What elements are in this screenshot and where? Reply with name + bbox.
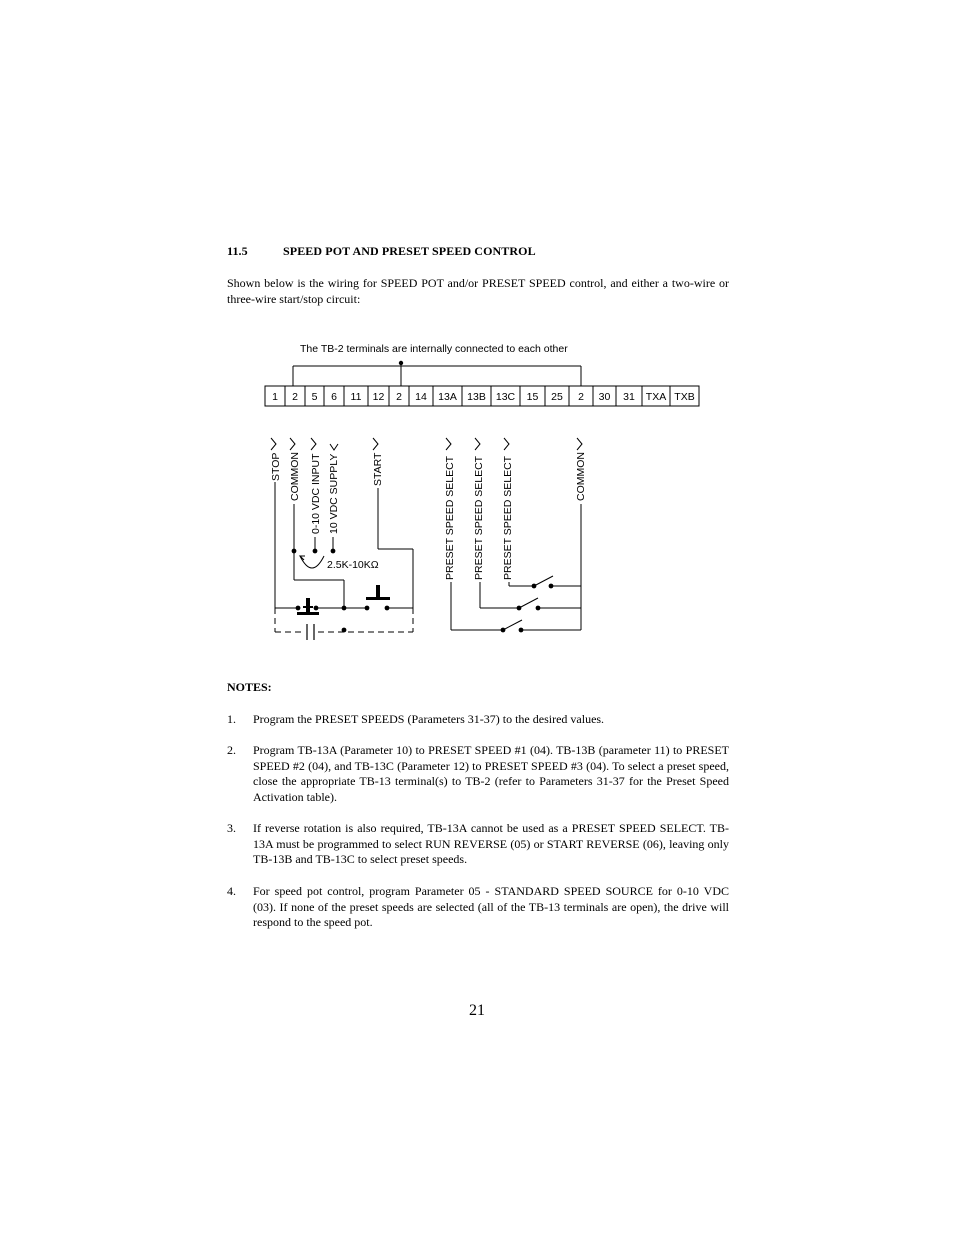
note-2	[227, 743, 729, 805]
note-4-text: For speed pot control, program Parameter 05 - STANDARD SPEED SOURCE for 0-10 VDC (03). If none of the preset speeds are selected (all of the TB-13 terminals are open), the drive will respond to the speed pot.	[253, 884, 729, 929]
note-2-text: Program TB-13A (Parameter 10) to PRESET SPEED #1 (04). TB-13B (parameter 11) to PRESET SPEED #2 (04), and TB-13C (Parameter 12) to PRESET SPEED #3 (04). To select a preset speed, close the appropriate TB-13 terminal(s) to TB-2 (refer to Parameters 31-37 for the Preset Speed Activation table).	[253, 743, 729, 804]
terminal-strip	[265, 386, 699, 406]
section-number: 11.5	[227, 244, 248, 258]
section-title: SPEED POT AND PRESET SPEED CONTROL	[283, 244, 536, 258]
notes-title: NOTES:	[227, 680, 272, 694]
potentiometer	[300, 556, 324, 568]
terminal-label: 13C	[495, 391, 516, 403]
terminal-label: 13B	[467, 391, 486, 403]
terminal-label: 25	[551, 391, 563, 403]
terminal-label: 13A	[438, 391, 457, 403]
terminal-label: 15	[526, 391, 539, 403]
wire-label-stop: STOP	[270, 452, 282, 481]
wire-label-preset-3: PRESET SPEED SELECT	[502, 455, 514, 580]
start-pushbutton	[366, 585, 390, 600]
wire-arrowheads	[271, 438, 582, 450]
terminal-label: 5	[311, 391, 318, 403]
terminal-label: TXA	[645, 391, 667, 403]
wire-label-vdc-supply: 10 VDC SUPPLY	[328, 453, 340, 534]
note-4	[227, 884, 729, 931]
note-3	[227, 821, 729, 868]
intro-paragraph: Shown below is the wiring for SPEED POT and/or PRESET SPEED control, and either a two-wire or three-wire start/stop circuit:	[227, 276, 729, 306]
pot-label: 2.5K-10KΩ	[327, 559, 379, 571]
note-2-number: 2.	[227, 743, 236, 757]
note-1-text: Program the PRESET SPEEDS (Parameters 31-37) to the desired values.	[253, 712, 605, 726]
terminal-label: 12	[372, 391, 385, 403]
note-1-number: 1.	[227, 712, 236, 726]
wire-label-preset-1: PRESET SPEED SELECT	[444, 455, 456, 580]
terminal-label: 1	[272, 391, 278, 403]
terminal-label: 2	[292, 391, 298, 403]
maintained-contact-symbol	[307, 624, 314, 640]
note-4-number: 4.	[227, 884, 236, 898]
terminal-label: 2	[578, 391, 584, 403]
wire-label-vdc-input: 0-10 VDC INPUT	[310, 453, 322, 534]
wire-label-start: START	[372, 452, 384, 486]
terminal-label: 2	[396, 391, 402, 403]
wire-label-preset-2: PRESET SPEED SELECT	[473, 455, 485, 580]
wire-label-common-left: COMMON	[289, 452, 301, 501]
note-3-number: 3.	[227, 821, 236, 835]
terminal-label: TXB	[674, 391, 695, 403]
terminal-label: 6	[331, 391, 337, 403]
page-number: 21	[469, 1002, 485, 1019]
wire-label-common-right: COMMON	[575, 452, 587, 501]
terminal-label: 14	[415, 391, 427, 403]
terminal-label: 11	[350, 391, 362, 403]
note-1	[227, 712, 729, 728]
note-3-text: If reverse rotation is also required, TB-13A cannot be used as a PRESET SPEED SELECT. TB-13A must be programmed to select RUN REVERSE (05) or START REVERSE (06), leaving only TB-13B and TB-13C to select preset speeds.	[253, 821, 729, 866]
terminal-label: 30	[598, 391, 611, 403]
terminal-label: 31	[623, 391, 635, 403]
diagram-caption: The TB-2 terminals are internally connected to each other	[300, 343, 568, 355]
